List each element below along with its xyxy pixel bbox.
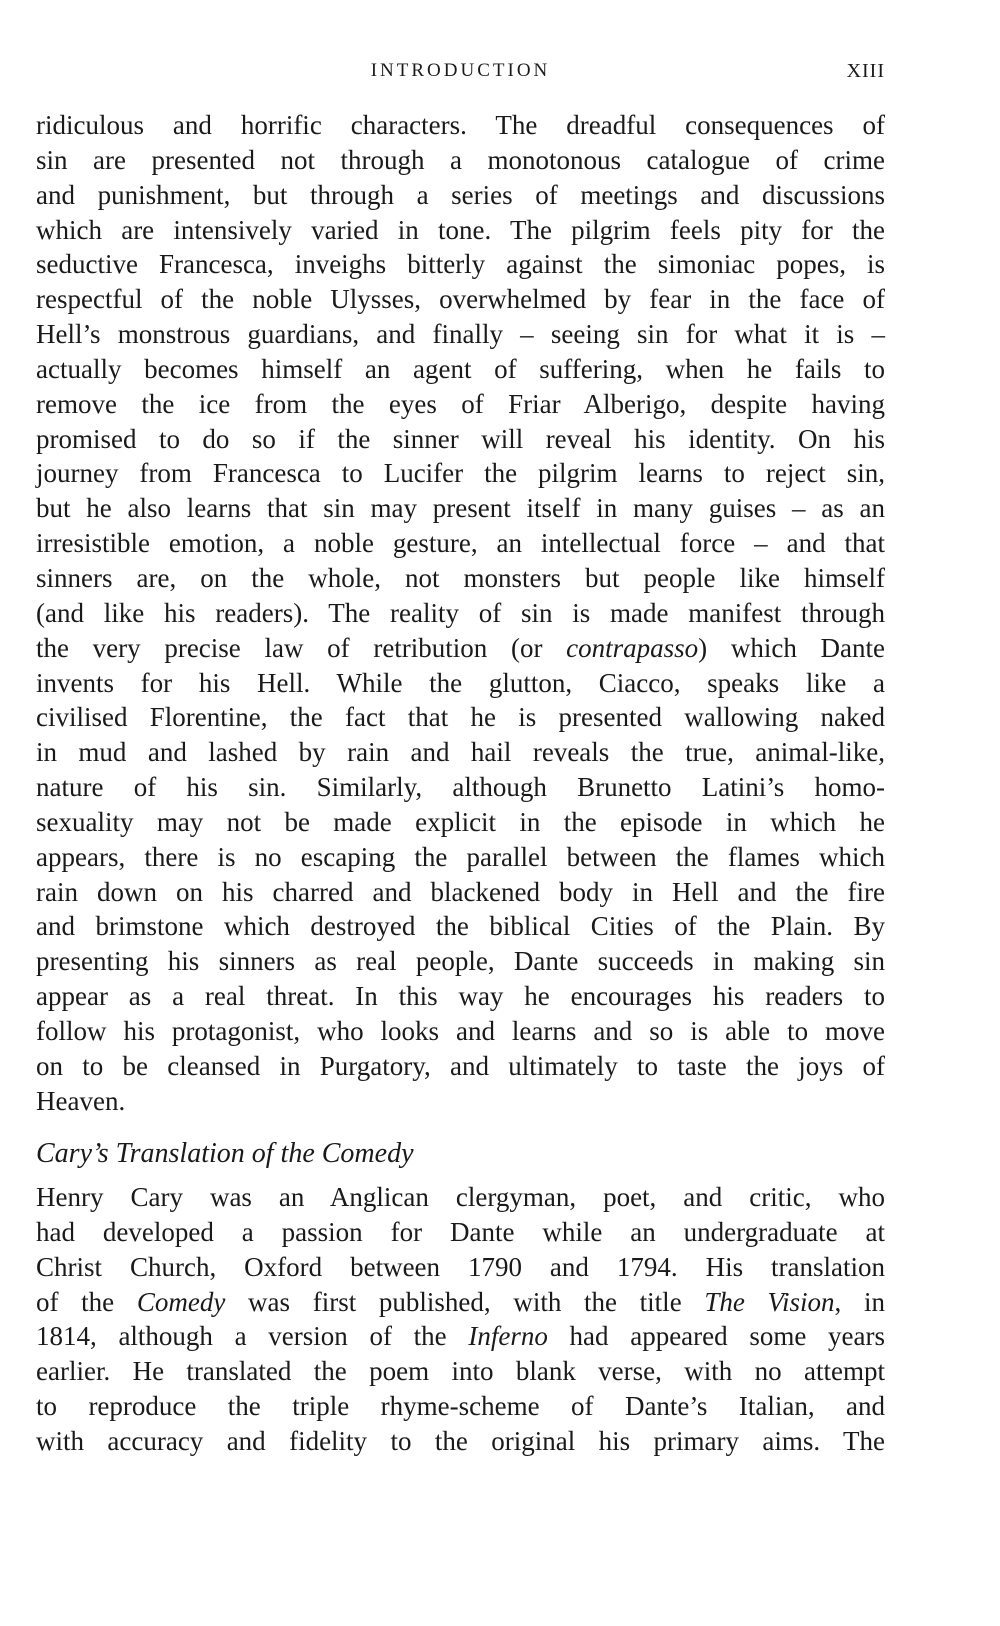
text-line-comedy — [36, 1285, 885, 1320]
text-run: , in — [834, 1286, 885, 1317]
introduction-paragraph — [36, 108, 885, 1118]
italic-title: The Vision — [704, 1286, 835, 1317]
text-line: seductive Francesca, inveighs bitterly against the simoniac popes, is — [36, 249, 885, 280]
text-line: rain down on his charred and blackened body in Hell and the fire — [36, 876, 885, 907]
running-head — [36, 60, 885, 90]
text-run: the very precise law of retribution (or — [36, 632, 567, 663]
text-line: respectful of the noble Ulysses, overwhelmed by fear in the face of — [36, 284, 885, 315]
italic-term: contrapasso — [566, 632, 699, 663]
text-line: earlier. He translated the poem into blank verse, with no attempt — [36, 1356, 885, 1387]
text-line: presenting his sinners as real people, Dante succeeds in making sin — [36, 946, 885, 977]
text-line: appears, there is no escaping the parallel between the flames which — [36, 841, 885, 872]
text-line: ridiculous and horrific characters. The dreadful consequences of — [36, 110, 885, 140]
text-line: Henry Cary was an Anglican clergyman, poet, and critic, who — [36, 1182, 885, 1212]
text-line: on to be cleansed in Purgatory, and ultimately to taste the joys of — [36, 1050, 885, 1081]
italic-title: Inferno — [468, 1321, 548, 1352]
text-run: was first published, with the title — [225, 1286, 705, 1317]
text-line: (and like his readers). The reality of sin is made manifest through — [36, 597, 885, 628]
text-line: appear as a real threat. In this way he encourages his readers to — [36, 981, 885, 1012]
text-line: actually becomes himself an agent of suffering, when he fails to — [36, 353, 885, 384]
text-run: of the — [36, 1286, 137, 1317]
text-run: had appeared some years — [547, 1321, 885, 1352]
text-line: and brimstone which destroyed the biblical Cities of the Plain. By — [36, 911, 885, 942]
text-line: follow his protagonist, who looks and learns and so is able to move — [36, 1015, 885, 1046]
text-line-last: Heaven. — [36, 1085, 126, 1116]
text-line: which are intensively varied in tone. The pilgrim feels pity for the — [36, 214, 885, 245]
text-line: sin are presented not through a monotonous catalogue of crime — [36, 144, 885, 175]
page-number: XIII — [846, 60, 885, 82]
italic-title: Comedy — [136, 1286, 226, 1317]
text-line: promised to do so if the sinner will reveal his identity. On his — [36, 423, 885, 454]
text-line: nature of his sin. Similarly, although Brunetto Latini’s homo- — [36, 772, 885, 803]
running-title: INTRODUCTION — [370, 60, 551, 81]
text-line-contrapasso — [36, 631, 885, 666]
text-run: ) which Dante — [698, 632, 885, 663]
section-heading: Cary’s Translation of the Comedy — [36, 1138, 414, 1169]
text-line: civilised Florentine, the fact that he is presented wallowing naked — [36, 702, 885, 733]
text-line: in mud and lashed by rain and hail reveals the true, animal-like, — [36, 737, 885, 768]
section-paragraph — [36, 1180, 885, 1459]
text-line: Christ Church, Oxford between 1790 and 1794. His translation — [36, 1251, 885, 1282]
text-line-inferno — [36, 1319, 885, 1354]
text-line: sexuality may not be made explicit in the episode in which he — [36, 806, 885, 837]
text-run: 1814, although a version of the — [36, 1321, 469, 1352]
text-line: invents for his Hell. While the glutton, Ciacco, speaks like a — [36, 667, 885, 698]
text-line: sinners are, on the whole, not monsters but people like himself — [36, 562, 885, 593]
text-line: with accuracy and fidelity to the original his primary aims. The — [36, 1425, 885, 1456]
text-line: but he also learns that sin may present itself in many guises – as an — [36, 493, 885, 524]
text-line: irresistible emotion, a noble gesture, an intellectual force – and that — [36, 528, 885, 559]
text-line: had developed a passion for Dante while an undergraduate at — [36, 1216, 885, 1247]
text-line: Hell’s monstrous guardians, and finally – seeing sin for what it is – — [36, 319, 885, 350]
text-line: remove the ice from the eyes of Friar Alberigo, despite having — [36, 388, 885, 419]
text-line: to reproduce the triple rhyme-scheme of Dante’s Italian, and — [36, 1391, 885, 1422]
text-line: and punishment, but through a series of meetings and discussions — [36, 179, 885, 210]
text-line: journey from Francesca to Lucifer the pilgrim learns to reject sin, — [36, 458, 885, 489]
